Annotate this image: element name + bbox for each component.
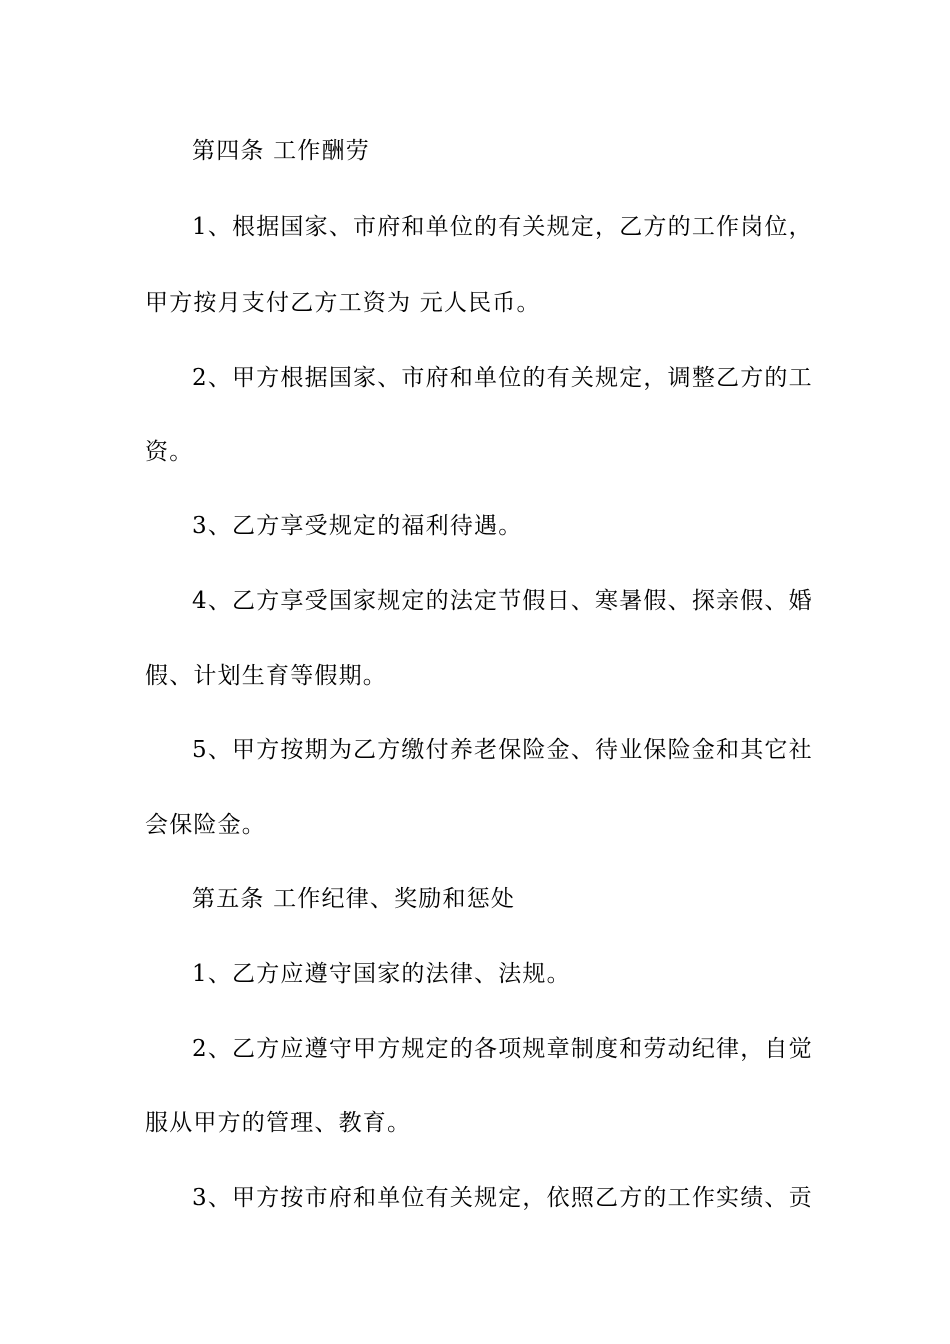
paragraph-line: 服从甲方的管理、教育。: [145, 1110, 412, 1136]
paragraph-line: 假、计划生育等假期。: [145, 663, 387, 689]
section-heading-article-4: 第四条 工作酬劳: [192, 138, 370, 164]
paragraph-line: 会保险金。: [145, 812, 266, 838]
section-heading-article-5: 第五条 工作纪律、奖励和惩处: [192, 886, 516, 912]
paragraph-line: 3、乙方享受规定的福利待遇。: [192, 513, 523, 539]
paragraph-line: 1、根据国家、市府和单位的有关规定，乙方的工作岗位，: [192, 214, 813, 240]
paragraph-line: 5、甲方按期为乙方缴付养老保险金、待业保险金和其它社: [192, 737, 813, 763]
paragraph-line: 2、甲方根据国家、市府和单位的有关规定，调整乙方的工: [192, 365, 813, 391]
paragraph-line: 2、乙方应遵守甲方规定的各项规章制度和劳动纪律，自觉: [192, 1036, 813, 1062]
paragraph-line: 1、乙方应遵守国家的法律、法规。: [192, 961, 571, 987]
paragraph-line: 甲方按月支付乙方工资为 元人民币。: [145, 290, 541, 316]
paragraph-line: 4、乙方享受国家规定的法定节假日、寒暑假、探亲假、婚: [192, 588, 813, 614]
paragraph-line: 3、甲方按市府和单位有关规定，依照乙方的工作实绩、贡: [192, 1185, 813, 1211]
paragraph-line: 资。: [145, 439, 194, 465]
